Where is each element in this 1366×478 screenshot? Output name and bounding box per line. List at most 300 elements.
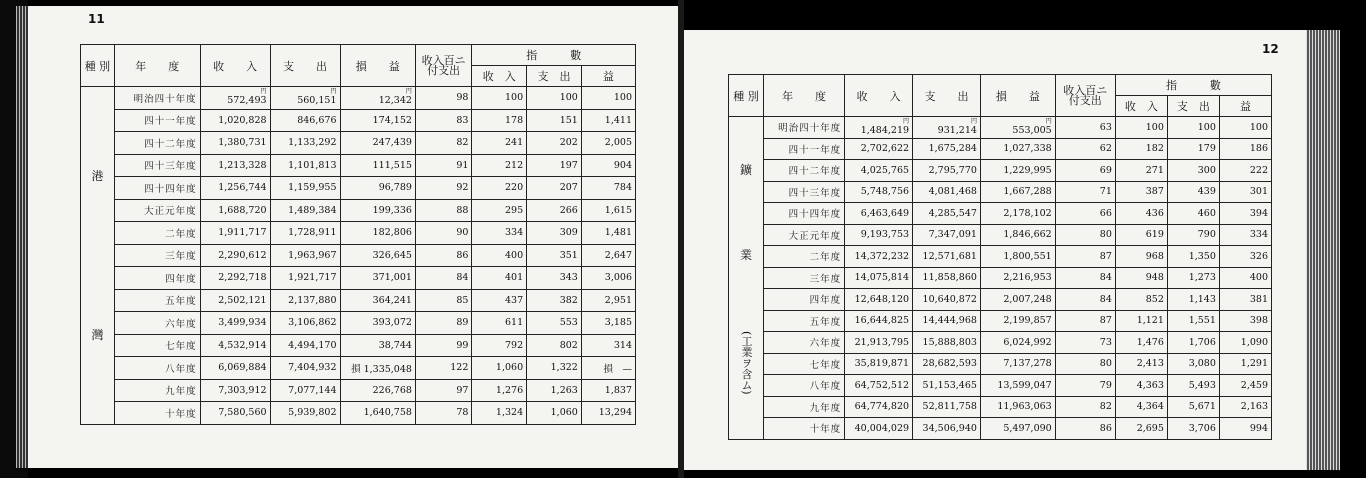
cell-expense: 846,676 [270, 109, 340, 132]
cell-year: 四十二年度 [114, 132, 200, 155]
cell-idx-profit: 1,090 [1219, 332, 1271, 354]
unit-label: 円 [903, 117, 910, 125]
cell-ratio: 71 [1055, 181, 1115, 203]
cell-expense: 7,077,144 [270, 379, 340, 402]
cell-expense: 1,133,292 [270, 132, 340, 155]
cell-profit: 199,336 [340, 199, 415, 222]
cell-idx-income: 295 [472, 199, 527, 222]
cell-ratio: 79 [1055, 375, 1115, 397]
cell-idx-profit: 2,459 [1219, 375, 1271, 397]
cell-idx-profit: 314 [581, 334, 635, 357]
cell-profit: 1,846,662 [980, 224, 1055, 246]
cell-idx-expense: 382 [527, 289, 582, 312]
cell-profit: 13,599,047 [980, 375, 1055, 397]
cell-profit: 11,963,063 [980, 396, 1055, 418]
cell-idx-income: 271 [1115, 160, 1167, 182]
cell-profit: 2,178,102 [980, 203, 1055, 225]
cell-ratio: 87 [1055, 310, 1115, 332]
header-index: 指 數 [472, 45, 636, 66]
cell-idx-profit: 損 — [581, 357, 635, 380]
category-label: 灣 [91, 328, 104, 343]
cell-idx-expense: 197 [527, 154, 582, 177]
cell-expense: 34,506,940 [913, 418, 981, 440]
header-year: 年 度 [764, 75, 845, 117]
cell-idx-profit: 1,291 [1219, 353, 1271, 375]
cell-idx-income: 968 [1115, 246, 1167, 268]
category-cell [729, 117, 764, 440]
cell-expense: 28,682,593 [913, 353, 981, 375]
cell-year: 明治四十年度 [114, 87, 200, 110]
header-index-profit: 益 [581, 66, 635, 87]
cell-income: 64,774,820 [845, 396, 913, 418]
cell-idx-profit: 1,481 [581, 222, 635, 245]
cell-idx-expense: 351 [527, 244, 582, 267]
page-stack-edge-left [16, 6, 28, 468]
table-row [81, 132, 636, 155]
cell-income: 14,075,814 [845, 267, 913, 289]
cell-idx-profit: 398 [1219, 310, 1271, 332]
cell-idx-income: 948 [1115, 267, 1167, 289]
cell-year: 九年度 [114, 379, 200, 402]
cell-idx-profit: 904 [581, 154, 635, 177]
left-table-body [81, 87, 636, 425]
right-data-table [728, 74, 1272, 440]
cell-idx-expense: 309 [527, 222, 582, 245]
cell-idx-income: 400 [472, 244, 527, 267]
cell-idx-expense: 343 [527, 267, 582, 290]
cell-income [845, 117, 913, 139]
cell-idx-income: 1,276 [472, 379, 527, 402]
cell-income: 6,463,649 [845, 203, 913, 225]
header-year: 年 度 [114, 45, 200, 87]
cell-idx-income: 2,695 [1115, 418, 1167, 440]
category-label: (工業ヲ含ム) [740, 331, 753, 395]
cell-idx-income: 792 [472, 334, 527, 357]
cell-idx-expense: 553 [527, 312, 582, 335]
table-row [729, 160, 1272, 182]
cell-year: 五年度 [114, 289, 200, 312]
cell-year: 四年度 [764, 289, 845, 311]
cell-expense: 1,489,384 [270, 199, 340, 222]
cell-income: 2,290,612 [200, 244, 270, 267]
cell-expense: 2,137,880 [270, 289, 340, 312]
cell-idx-profit: 100 [1219, 117, 1271, 139]
cell-income: 5,748,756 [845, 181, 913, 203]
header-expense: 支 出 [270, 45, 340, 87]
cell-idx-profit: 784 [581, 177, 635, 200]
cell-expense: 4,081,468 [913, 181, 981, 203]
header-ratio: 收入百ニ付支出 [415, 45, 471, 87]
cell-income: 4,532,914 [200, 334, 270, 357]
unit-label: 円 [330, 88, 337, 96]
cell-expense: 2,795,770 [913, 160, 981, 182]
cell-ratio: 82 [415, 132, 471, 155]
cell-expense: 1,728,911 [270, 222, 340, 245]
unit-label: 円 [260, 88, 267, 96]
cell-profit: 247,439 [340, 132, 415, 155]
table-row [729, 138, 1272, 160]
cell-idx-expense: 100 [527, 87, 582, 110]
table-row [729, 332, 1272, 354]
cell-idx-expense: 3,706 [1167, 418, 1219, 440]
cell-profit: 7,137,278 [980, 353, 1055, 375]
cell-year: 大正元年度 [764, 224, 845, 246]
cell-idx-expense: 1,273 [1167, 267, 1219, 289]
cell-ratio: 87 [1055, 246, 1115, 268]
cell-income: 6,069,884 [200, 357, 270, 380]
header-index-expense: 支 出 [1167, 96, 1219, 117]
cell-idx-income: 1,324 [472, 402, 527, 425]
table-row [729, 418, 1272, 440]
header-index-income: 收 入 [472, 66, 527, 87]
cell-profit: 2,199,857 [980, 310, 1055, 332]
cell-income: 4,025,765 [845, 160, 913, 182]
cell-idx-expense: 1,551 [1167, 310, 1219, 332]
header-ratio: 收入百ニ付支出 [1055, 75, 1115, 117]
cell-year: 四十二年度 [764, 160, 845, 182]
cell-year: 四十一年度 [114, 109, 200, 132]
table-row [81, 244, 636, 267]
cell-profit: 96,789 [340, 177, 415, 200]
cell-profit: 1,229,995 [980, 160, 1055, 182]
cell-ratio: 82 [1055, 396, 1115, 418]
cell-ratio: 92 [415, 177, 471, 200]
cell-idx-expense: 207 [527, 177, 582, 200]
cell-income: 1,380,731 [200, 132, 270, 155]
cell-idx-profit: 13,294 [581, 402, 635, 425]
cell-expense: 10,640,872 [913, 289, 981, 311]
cell-income: 14,372,232 [845, 246, 913, 268]
cell-expense: 14,444,968 [913, 310, 981, 332]
cell-profit: 371,001 [340, 267, 415, 290]
table-row [729, 310, 1272, 332]
cell-income: 2,702,622 [845, 138, 913, 160]
cell-income: 1,213,328 [200, 154, 270, 177]
header-index-profit: 益 [1219, 96, 1271, 117]
cell-income [200, 87, 270, 110]
table-row [729, 246, 1272, 268]
cell-year: 四十三年度 [114, 154, 200, 177]
table-row [729, 396, 1272, 418]
cell-value: 931,214 [937, 124, 977, 136]
cell-ratio: 98 [415, 87, 471, 110]
cell-profit: 2,007,248 [980, 289, 1055, 311]
cell-expense: 51,153,465 [913, 375, 981, 397]
cell-year: 十年度 [764, 418, 845, 440]
cell-ratio: 63 [1055, 117, 1115, 139]
cell-idx-income: 401 [472, 267, 527, 290]
cell-year: 八年度 [114, 357, 200, 380]
category-label: 業 [739, 247, 752, 262]
cell-idx-profit: 100 [581, 87, 635, 110]
cell-income: 7,580,560 [200, 402, 270, 425]
cell-idx-profit: 2,647 [581, 244, 635, 267]
cell-profit: 2,216,953 [980, 267, 1055, 289]
cell-year: 三年度 [764, 267, 845, 289]
header-profit: 損 益 [340, 45, 415, 87]
table-row [81, 87, 636, 110]
cell-income: 64,752,512 [845, 375, 913, 397]
cell-ratio: 88 [415, 199, 471, 222]
cell-expense: 7,347,091 [913, 224, 981, 246]
left-page [28, 6, 678, 468]
cell-ratio: 86 [1055, 418, 1115, 440]
cell-idx-expense: 179 [1167, 138, 1219, 160]
cell-profit: 1,027,338 [980, 138, 1055, 160]
cell-profit: 226,768 [340, 379, 415, 402]
header-profit: 損 益 [980, 75, 1055, 117]
cell-ratio: 89 [415, 312, 471, 335]
cell-income: 16,644,825 [845, 310, 913, 332]
cell-year: 六年度 [114, 312, 200, 335]
cell-expense: 15,888,803 [913, 332, 981, 354]
cell-expense: 1,963,967 [270, 244, 340, 267]
cell-idx-profit: 2,163 [1219, 396, 1271, 418]
cell-profit: 393,072 [340, 312, 415, 335]
cell-idx-income: 619 [1115, 224, 1167, 246]
cell-year: 明治四十年度 [764, 117, 845, 139]
cell-ratio: 73 [1055, 332, 1115, 354]
cell-value: 1,484,219 [860, 124, 910, 136]
cell-expense: 11,858,860 [913, 267, 981, 289]
cell-idx-income: 178 [472, 109, 527, 132]
cell-idx-profit: 301 [1219, 181, 1271, 203]
cell-idx-income: 182 [1115, 138, 1167, 160]
cell-ratio: 85 [415, 289, 471, 312]
cell-profit: 364,241 [340, 289, 415, 312]
cell-idx-income: 4,364 [1115, 396, 1167, 418]
cell-expense: 5,939,802 [270, 402, 340, 425]
cell-idx-expense: 266 [527, 199, 582, 222]
table-row [729, 181, 1272, 203]
page-number: 12 [1262, 42, 1279, 56]
header-income: 收 入 [845, 75, 913, 117]
cell-idx-expense: 1,322 [527, 357, 582, 380]
cell-idx-income: 1,476 [1115, 332, 1167, 354]
cell-profit [980, 117, 1055, 139]
cell-expense [913, 117, 981, 139]
right-table-body [729, 117, 1272, 440]
cell-year: 四十三年度 [764, 181, 845, 203]
cell-idx-income: 100 [1115, 117, 1167, 139]
cell-value: 560,151 [297, 95, 337, 107]
cell-expense: 1,101,813 [270, 154, 340, 177]
cell-idx-profit: 326 [1219, 246, 1271, 268]
cell-year: 六年度 [764, 332, 845, 354]
table-row [729, 224, 1272, 246]
cell-profit: 174,152 [340, 109, 415, 132]
cell-year: 九年度 [764, 396, 845, 418]
cell-income: 1,020,828 [200, 109, 270, 132]
table-row [729, 375, 1272, 397]
cell-idx-income: 436 [1115, 203, 1167, 225]
header-expense: 支 出 [913, 75, 981, 117]
unit-label: 円 [970, 117, 977, 125]
cell-idx-income: 212 [472, 154, 527, 177]
cell-value: 553,005 [1012, 124, 1052, 136]
cell-year: 四十四年度 [764, 203, 845, 225]
cell-income: 3,499,934 [200, 312, 270, 335]
cell-year: 七年度 [114, 334, 200, 357]
table-row [81, 154, 636, 177]
header-index-income: 收 入 [1115, 96, 1167, 117]
cell-expense: 3,106,862 [270, 312, 340, 335]
cell-idx-income: 220 [472, 177, 527, 200]
cell-idx-income: 611 [472, 312, 527, 335]
cell-expense: 52,811,758 [913, 396, 981, 418]
cell-idx-profit: 334 [1219, 224, 1271, 246]
cell-expense: 1,675,284 [913, 138, 981, 160]
cell-profit: 326,645 [340, 244, 415, 267]
cell-profit: 5,497,090 [980, 418, 1055, 440]
cell-ratio: 97 [415, 379, 471, 402]
cell-income: 2,502,121 [200, 289, 270, 312]
table-row [729, 203, 1272, 225]
header-category: 種 別 [729, 75, 764, 117]
cell-year: 五年度 [764, 310, 845, 332]
cell-expense: 1,159,955 [270, 177, 340, 200]
cell-idx-profit: 1,615 [581, 199, 635, 222]
cell-idx-profit: 381 [1219, 289, 1271, 311]
table-row [81, 177, 636, 200]
cell-idx-expense: 1,706 [1167, 332, 1219, 354]
cell-ratio: 90 [415, 222, 471, 245]
cell-ratio: 86 [415, 244, 471, 267]
page-stack-edge [1306, 30, 1340, 470]
table-row [729, 117, 1272, 139]
cell-idx-income: 100 [472, 87, 527, 110]
cell-ratio: 66 [1055, 203, 1115, 225]
cell-idx-profit: 3,185 [581, 312, 635, 335]
unit-label: 円 [1045, 117, 1052, 125]
cell-ratio: 69 [1055, 160, 1115, 182]
cell-idx-expense: 802 [527, 334, 582, 357]
cell-idx-income: 4,363 [1115, 375, 1167, 397]
cell-ratio: 99 [415, 334, 471, 357]
table-row [81, 222, 636, 245]
cell-idx-expense: 790 [1167, 224, 1219, 246]
cell-idx-profit: 1,837 [581, 379, 635, 402]
cell-idx-profit: 222 [1219, 160, 1271, 182]
table-row [81, 379, 636, 402]
cell-idx-expense: 439 [1167, 181, 1219, 203]
cell-idx-expense: 1,060 [527, 402, 582, 425]
cell-idx-income: 334 [472, 222, 527, 245]
left-data-table [80, 44, 636, 425]
cell-year: 三年度 [114, 244, 200, 267]
cell-expense: 4,494,170 [270, 334, 340, 357]
cell-profit: 1,800,551 [980, 246, 1055, 268]
cell-idx-expense: 3,080 [1167, 353, 1219, 375]
cell-year: 四十一年度 [764, 138, 845, 160]
cell-profit: 1,667,288 [980, 181, 1055, 203]
cell-idx-profit: 2,951 [581, 289, 635, 312]
cell-profit: 111,515 [340, 154, 415, 177]
cell-idx-expense: 300 [1167, 160, 1219, 182]
cell-idx-income: 241 [472, 132, 527, 155]
cell-idx-profit: 1,411 [581, 109, 635, 132]
cell-year: 四十四年度 [114, 177, 200, 200]
cell-idx-profit: 3,006 [581, 267, 635, 290]
cell-profit: 182,806 [340, 222, 415, 245]
cell-year: 四年度 [114, 267, 200, 290]
cell-expense: 1,921,717 [270, 267, 340, 290]
header-index-expense: 支 出 [527, 66, 582, 87]
category-label: 鑛 [739, 162, 752, 177]
table-row [81, 267, 636, 290]
cell-expense: 4,285,547 [913, 203, 981, 225]
cell-income: 2,292,718 [200, 267, 270, 290]
cell-ratio: 80 [1055, 353, 1115, 375]
cell-idx-income: 852 [1115, 289, 1167, 311]
unit-label: 円 [405, 88, 412, 96]
cell-expense [270, 87, 340, 110]
cell-value: 572,493 [227, 95, 267, 107]
cell-idx-income: 387 [1115, 181, 1167, 203]
cell-profit [340, 87, 415, 110]
cell-idx-expense: 202 [527, 132, 582, 155]
cell-profit: 1,640,758 [340, 402, 415, 425]
cell-idx-expense: 5,671 [1167, 396, 1219, 418]
table-row [81, 289, 636, 312]
cell-ratio: 78 [415, 402, 471, 425]
cell-idx-income: 1,060 [472, 357, 527, 380]
cell-income: 9,193,753 [845, 224, 913, 246]
cell-year: 二年度 [764, 246, 845, 268]
cell-year: 八年度 [764, 375, 845, 397]
cell-profit: 38,744 [340, 334, 415, 357]
cell-idx-expense: 100 [1167, 117, 1219, 139]
table-row [729, 289, 1272, 311]
cell-idx-income: 2,413 [1115, 353, 1167, 375]
cell-ratio: 84 [1055, 289, 1115, 311]
cell-profit: 6,024,992 [980, 332, 1055, 354]
cell-idx-profit: 394 [1219, 203, 1271, 225]
cell-idx-expense: 1,350 [1167, 246, 1219, 268]
cell-income: 7,303,912 [200, 379, 270, 402]
cell-year: 大正元年度 [114, 199, 200, 222]
table-row [81, 109, 636, 132]
cell-income: 1,911,717 [200, 222, 270, 245]
cell-income: 40,004,029 [845, 418, 913, 440]
cell-ratio: 91 [415, 154, 471, 177]
table-row [81, 357, 636, 380]
cell-idx-expense: 151 [527, 109, 582, 132]
cell-idx-income: 437 [472, 289, 527, 312]
cell-idx-profit: 2,005 [581, 132, 635, 155]
table-row [81, 199, 636, 222]
cell-ratio: 62 [1055, 138, 1115, 160]
category-label: 港 [91, 169, 104, 184]
table-row [81, 312, 636, 335]
cell-expense: 7,404,932 [270, 357, 340, 380]
cell-idx-profit: 400 [1219, 267, 1271, 289]
page-number: 11 [88, 12, 105, 26]
cell-income: 1,256,744 [200, 177, 270, 200]
cell-income: 1,688,720 [200, 199, 270, 222]
table-row [729, 267, 1272, 289]
header-index: 指 數 [1115, 75, 1271, 96]
cell-idx-income: 1,121 [1115, 310, 1167, 332]
cell-idx-expense: 460 [1167, 203, 1219, 225]
table-row [81, 334, 636, 357]
cell-income: 12,648,120 [845, 289, 913, 311]
cell-idx-expense: 1,143 [1167, 289, 1219, 311]
cell-income: 21,913,795 [845, 332, 913, 354]
header-income: 收 入 [200, 45, 270, 87]
cell-idx-profit: 186 [1219, 138, 1271, 160]
header-category: 種 別 [81, 45, 115, 87]
